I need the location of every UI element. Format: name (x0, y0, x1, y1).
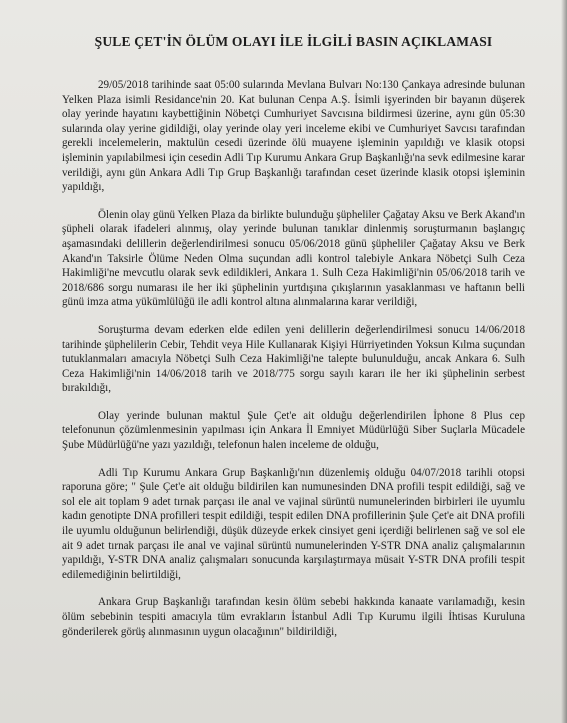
paragraph-investigation: Soruşturma devam ederken elde edilen yeni delillerin değerlendirilmesi sonucu 14/06/2018 tarihinde şüphelilerin Cebir, Tehdit veya Hile Kullanarak Kişiyi Hürriyetinden Yoksun Kılma suçundan tutuklanmaları amacıyla Nöbetçi Sulh Ceza Hakimliği'ne talepte bulunulduğu, ancak Ankara 6. Sulh Ceza Hakimliği'nin 14/06/2018 tarih ve 2018/775 sorgu sayılı kararı ile her iki şüphelinin serbest bırakıldığı, (62, 323, 525, 395)
paragraph-suspects: Ölenin olay günü Yelken Plaza da birlikte bulunduğu şüpheliler Çağatay Aksu ve Berk Akand'ın şüpheli olarak ifadeleri alınmış, olay yerinde bulunan tanıklar dinlenmiş soruşturmanın başlangıç aşamasındaki delillerin değerlendirilmesi sonucu 05/06/2018 günü şüpheliler Çağatay Aksu ve Berk Akand'ın Taksirle Ölüme Neden Olma suçundan adli kontrol talebiyle Ankara Nöbetçi Sulh Ceza Hakimliği'ne mevcutlu olarak sevk edildikleri, Ankara 1. Sulh Ceza Hakimliği'nin 05/06/2018 tarih ve 2018/686 sorgu numarası ile her iki şüphelinin yurtdışına çıkışlarının yasaklanması ve haftanın belli günü imza atma yükümlülüğü ile adli kontrol altına alınmalarına karar verildiği, (62, 208, 525, 309)
document-title: ŞULE ÇET'İN ÖLÜM OLAYI İLE İLGİLİ BASIN AÇIKLAMASI (94, 34, 493, 49)
paragraph-autopsy: Adli Tıp Kurumu Ankara Grup Başkanlığı'nın düzenlemiş olduğu 04/07/2018 tarihli otopsi raporuna göre; " Şule Çet'e ait olduğu bildirilen kan numunesinden DNA profili tespit edildiği, sağ ve sol ele ait toplam 9 adet tırnak parçası ile anal ve vajinal sürüntü numunelerinden birbirleri ile uyumlu kadın genotipte DNA profilleri tespit edildiği, tespit edilen DNA profillerinin Şule Çet'e ait DNA profili ile uyumlu olduğunun belirlendiği, düşük düzeyde erkek cinsiyet geni içerdiği belirlenen sağ ve sol ele ait 9 adet tırnak parçası ile anal ve vajinal sürüntü numunelerinden Y-STR DNA analiz çalışmalarının yapıldığı, Y-STR DNA analiz çalışmaları sonucunda karşılaştırmaya müsait Y-STR DNA profili tespit edilemediğinin belirtildiği, (62, 466, 525, 581)
page-edge-shadow (561, 0, 567, 723)
paragraph-phone: Olay yerinde bulunan maktul Şule Çet'e ait olduğu değerlendirilen İphone 8 Plus cep telefonunun çözümlenmesinin yapılması için Ankara İl Emniyet Müdürlüğü Siber Suçlarla Mücadele Şube Müdürlüğü'ne yazı yazıldığı, telefonun halen inceleme de olduğu, (62, 409, 525, 452)
paragraph-conclusion: Ankara Grup Başkanlığı tarafından kesin ölüm sebebi hakkında kanaate varılamadığı, kesin ölüm sebebinin tespiti amacıyla tüm evrakların İstanbul Adli Tıp Kurumu ilgili İhtisas Kuruluna gönderilerek görüş alınmasının uygun olacağının" bildirildiği, (62, 596, 525, 638)
paragraph-incident: 29/05/2018 tarihinde saat 05:00 sularında Mevlana Bulvarı No:130 Çankaya adresinde bulunan Yelken Plaza isimli Residance'nin 20. Kat bulunan Cenpa A.Ş. İsimli işyerinden bir bayanın düşerek olay yerinde hayatını kaybettiğinin Nöbetçi Cumhuriyet Savcısına bildirmesi üzerine, aynı gün 05:30 sularında olay yerine gidildiği, olay yerinde olay yeri inceleme ekibi ve Cumhuriyet Savcısı tarafından gerekli incelemelerin, maktulün cesedi üzerinde ölü muayene işleminin yapıldığı ve klasik otopsi işleminin yapılabilmesi için cesedin Adli Tıp Kurumu Ankara Grup Başkanlığı'na sevk edilmesine karar verildiği, aynı gün Ankara Adli Tıp Grup Başkanlığı tarafından ceset üzerinde klasik otopsi işleminin yapıldığı, (62, 79, 525, 194)
